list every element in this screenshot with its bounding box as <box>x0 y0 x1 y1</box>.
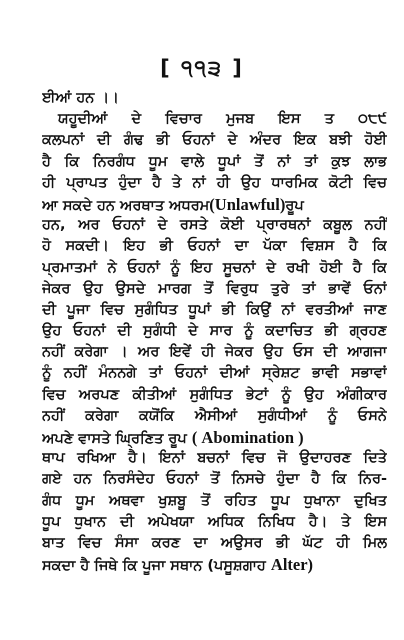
text-line-13: ਨਹੀਂ ਕਰੇਗਾ । ਅਰ ਇਵੇਂ ਹੀ ਜੇਕਰ ਉਹ ਓਸ ਦੀ ਆਗਜਾ <box>42 344 387 361</box>
text-line-19: ਗਏ ਹਨ ਨਿਰਸੰਦੇਹ ਓਹਨਾਂ ਤੋਂ ਨਿਸਚੇ ਹੁੰਦਾ ਹੈ ਕਿ ਨਿਰ- <box>42 471 387 488</box>
text-line-16: ਨਹੀਂ ਕਰੇਗਾ ਕਯੋਂਕਿ ਐਸੀਆਂ ਸੁਗੰਧੀਆਂ ਨੂੰ ਓਸਨੇ <box>42 407 387 424</box>
english-term-alter: Alter) <box>270 555 314 575</box>
paragraph <box>42 88 387 575</box>
text-line-3: ਕਲਪਨਾਂ ਦੀ ਗੰਢ ਭੀ ਓਹਨਾਂ ਦੇ ਅੰਦਰ ਇਕ ਬਝੀ ਹੋਈ <box>42 132 387 149</box>
text-line-7: ਹਨ, ਅਰ ਓਹਨਾਂ ਦੇ ਰਸਤੇ ਕੋਈ ਪ੍ਰਾਰਥਨਾਂ ਕਬੂਲ ਨਹੀਂ <box>42 217 387 234</box>
page-number: [ ੧੧੩ ] <box>160 56 244 80</box>
text-line-17 <box>42 427 387 448</box>
text-line-1: ਈਆਂ ਹਨ ।। <box>42 90 119 106</box>
text-line-8: ਹੋ ਸਕਦੀ। ਇਹ ਭੀ ਓਹਨਾਂ ਦਾ ਪੱਕਾ ਵਿਸ਼ਸ ਹੈ ਕਿ <box>42 238 387 255</box>
text-line-22: ਬਾਤ ਵਿਚ ਸੰਸਾ ਕਰਣ ਦਾ ਅਉਸਰ ਭੀ ਘੱਟ ਹੀ ਮਿਲ <box>42 534 387 551</box>
text-line-6-end: ਰੂਪ <box>285 197 304 214</box>
text-line-14: ਨੂੰ ਨਹੀਂ ਮੰਨਨਗੇ ਤਾਂ ਓਹਨਾਂ ਦੀਆਂ ਸ੍ਰੇਸ਼ਟ ਭਾਵੀ ਸਭਾਵਾਂ <box>42 365 387 382</box>
text-line-21: ਧੂਪ ਧੁਖਾਨ ਦੀ ਅਪੇਖਯਾ ਅਧਿਕ ਨਿਖਿਧ ਹੈ। ਤੇ ਇਸ <box>42 513 387 530</box>
text-line-18: ਥਾਪ ਰਖਿਆ ਹੈ। ਇਨਾਂ ਬਚਨਾਂ ਵਿਚ ਜੋ ਉਦਾਹਰਣ ਦਿਤੇ <box>42 450 387 467</box>
text-line-6-start: ਆ ਸਕਦੇ ਹਨ ਅਰਥਾਤ ਅਧਰਮ <box>42 197 210 214</box>
text-line-5: ਹੀ ਪ੍ਰਾਪਤ ਹੁੰਦਾ ਹੈ ਤੇ ਨਾਂ ਹੀ ਉਹ ਧਾਰਮਿਕ ਕੋਟੀ ਵਿਚ <box>42 174 387 191</box>
text-line-23 <box>42 554 387 575</box>
text-line-15: ਵਿਚ ਅਰਪਣ ਕੀਤੀਆਂ ਸੁਗੰਧਿਤ ਭੇਟਾਂ ਨੂੰ ਉਹ ਅੰਗੀਕਾਰ <box>42 386 387 403</box>
text-line-4: ਹੈ ਕਿ ਨਿਰਗੰਧ ਧੂਮ ਵਾਲੇ ਧੂਪਾਂ ਤੋਂ ਨਾਂ ਤਾਂ ਕੁਝ ਲਾਭ <box>42 153 387 170</box>
text-line-11: ਦੀ ਪੂਜਾ ਵਿਚ ਸੁਗੰਧਿਤ ਧੂਪਾਂ ਭੀ ਕਿਉਂ ਨਾਂ ਵਰਤੀਆਂ ਜਾਣ <box>42 301 387 318</box>
text-line-6 <box>42 194 387 215</box>
english-term-abomination: ( Abomination ) <box>191 428 304 447</box>
text-line-9: ਪ੍ਰਮਾਤਮਾਂ ਨੇ ਓਹਨਾਂ ਨੂੰ ਇਹ ਸੂਚਨਾਂ ਦੇ ਰਖੀ ਹੋਈ ਹੈ ਕਿ <box>42 259 387 276</box>
text-line-20: ਗੰਧ ਧੂਮ ਅਥਵਾ ਖੁਸ਼ਬੂ ਤੋਂ ਰਹਿਤ ਧੂਪ ਧੁਖਾਨਾ ਦੁਖਿਤ <box>42 492 387 509</box>
text-line-12: ਉਹ ਓਹਨਾਂ ਦੀ ਸੁਗੰਧੀ ਦੇ ਸਾਰ ਨੂੰ ਕਦਾਚਿਤ ਭੀ ਗ੍ਰਹਣ <box>42 323 387 340</box>
english-term-unlawful: (Unlawful) <box>209 194 286 214</box>
text-line-23-start: ਸਕਦਾ ਹੈ ਜਿਥੇ ਕਿ ਪੂਜਾ ਸਥਾਨ (ਪਸੂਸ਼ਗਾਹ <box>42 558 266 575</box>
text-line-10: ਜੇਕਰ ਉਹ ਉਸਦੇ ਮਾਰਗ ਤੋਂ ਵਿਰੁਧ ਤੁਰੇ ਤਾਂ ਭਾਵੇਂ ਓਨਾਂ <box>42 280 387 297</box>
text-line-17-start: ਅਪਣੇ ਵਾਸਤੇ ਘ੍ਰਿਣਿਤ ਰੂਪ <box>42 431 187 447</box>
text-line-2: ਯਹੂਦੀਆਂ ਦੇ ਵਿਚਾਰ ਮੁਜਬ ਇਸ ਤ ੦੮੯ <box>58 111 387 128</box>
